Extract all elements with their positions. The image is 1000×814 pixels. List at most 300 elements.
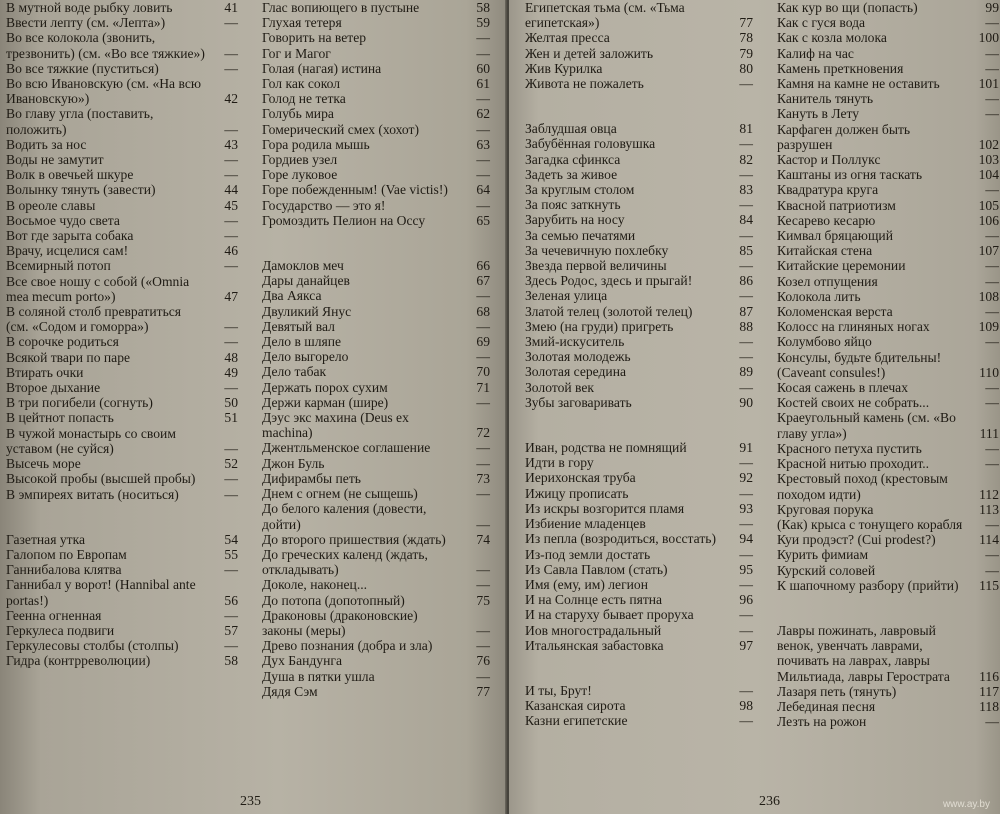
index-entry [6, 137, 238, 152]
index-entry-page-number: 113 [979, 501, 999, 517]
index-entry [525, 258, 753, 273]
index-entry [777, 213, 999, 228]
index-entry-page-number: 55 [224, 546, 238, 562]
index-entry-term: Во все колокола (звонить, трезвонить) (см. «Во все тяжкие») [6, 30, 205, 61]
index-entry-term: Как кур во щи (попасть) [777, 0, 918, 15]
index-entry [777, 563, 999, 578]
index-entry-term: Голубь мира [262, 106, 334, 122]
right-page-column-1 [525, 0, 753, 729]
index-entry-term: Имя (ему, им) легион [525, 576, 649, 592]
index-entry [777, 623, 999, 684]
index-entry [6, 304, 238, 334]
index-entry [525, 638, 753, 653]
index-entry-page-number: — [739, 76, 753, 92]
index-entry [262, 319, 490, 334]
index-entry [777, 182, 999, 197]
index-entry-page-number: — [224, 60, 238, 76]
index-entry [262, 395, 490, 410]
index-entry [262, 273, 490, 288]
index-entry-term: Глас вопиющего в пустыне [262, 0, 420, 15]
index-entry-term: Вот где зарыта собака [6, 228, 134, 244]
index-entry-term: Кануть в Лету [777, 106, 860, 122]
index-entry-page-number: — [476, 455, 490, 471]
index-entry [262, 304, 490, 319]
index-entry-term: Лебединая песня [777, 698, 876, 714]
index-entry [777, 395, 999, 410]
index-entry [262, 669, 490, 684]
index-entry [525, 531, 753, 546]
index-entry-term: Кастор и Поллукс [777, 152, 881, 168]
index-entry-term: Звезда первой величины [525, 258, 667, 274]
index-entry-page-number: — [985, 334, 999, 350]
index-entry-term: Дело табак [262, 364, 327, 380]
index-entry-page-number: — [985, 395, 999, 411]
index-entry-page-number: — [739, 516, 753, 532]
index-entry-page-number: 64 [476, 182, 490, 198]
index-entry-page-number: 65 [476, 212, 490, 228]
index-entry [777, 699, 999, 714]
index-entry-term: Высечь море [6, 456, 81, 472]
index-entry-page-number: 83 [739, 182, 753, 198]
index-entry-page-number: 90 [739, 394, 753, 410]
index-entry [525, 501, 753, 516]
index-entry [777, 304, 999, 319]
index-entry-term: Курский соловей [777, 562, 876, 578]
index-entry [777, 167, 999, 182]
index-entry [777, 15, 999, 30]
index-entry-term: Во всю Ивановскую (см. «На всю Ивановскую») [6, 76, 202, 107]
index-entry-page-number: 111 [979, 425, 999, 441]
index-entry-page-number: — [476, 45, 490, 61]
index-entry-term: Гора родила мышь [262, 136, 370, 152]
index-entry-term: Геркулеса подвиги [6, 622, 115, 638]
index-entry [6, 213, 238, 228]
index-entry [6, 76, 238, 106]
index-entry [6, 243, 238, 258]
index-entry-term: Дары данайцев [262, 273, 350, 289]
index-entry [777, 274, 999, 289]
index-entry-page-number: — [224, 121, 238, 137]
index-entry-page-number: 74 [476, 531, 490, 547]
index-entry-term: Двуликий Янус [262, 303, 352, 319]
index-entry-page-number: 62 [476, 106, 490, 122]
index-entry-term: В чужой монастырь со своим уставом (не суйся) [6, 425, 176, 456]
index-entry [6, 487, 238, 502]
index-entry-page-number: 81 [739, 121, 753, 137]
index-entry-term: Гомерический смех (хохот) [262, 121, 420, 137]
index-entry-term: Египетская тьма (см. «Тьма египетская») [525, 0, 685, 31]
index-entry-page-number: 63 [476, 136, 490, 152]
index-entry [777, 334, 999, 349]
index-entry-term: В эмпиреях витать (носиться) [6, 486, 179, 502]
index-entry-term: Днем с огнем (не сыщешь) [262, 486, 418, 502]
index-entry-term: Восьмое чудо света [6, 212, 120, 228]
index-entry [777, 30, 999, 45]
index-entry [777, 532, 999, 547]
index-entry-term: К шапочному разбору (прийти) [777, 577, 959, 593]
index-entry-page-number: 105 [978, 197, 999, 213]
index-entry [777, 380, 999, 395]
index-entry-page-number: 96 [739, 592, 753, 608]
index-entry [777, 471, 999, 501]
index-entry [525, 713, 753, 728]
index-entry [6, 532, 238, 547]
index-entry-term: Здесь Родос, здесь и прыгай! [525, 273, 693, 289]
index-entry-term: Камня на камне не оставить [777, 76, 940, 92]
section-gap [525, 653, 753, 683]
section-gap [6, 502, 238, 532]
index-entry-term: Лазаря петь (тянуть) [777, 683, 897, 699]
index-entry-page-number: 89 [739, 364, 753, 380]
left-page-column-1 [6, 0, 238, 669]
index-entry-term: Козел отпущения [777, 273, 878, 289]
index-entry-page-number: 70 [476, 364, 490, 380]
index-entry [777, 106, 999, 121]
index-entry-term: Голая (нагая) истина [262, 60, 382, 76]
index-entry [525, 152, 753, 167]
index-entry-term: Калиф на час [777, 45, 854, 61]
index-entry [777, 319, 999, 334]
index-entry-term: Красной нитью проходит.. [777, 456, 930, 472]
index-entry [525, 577, 753, 592]
index-entry-page-number: 44 [224, 182, 238, 198]
index-entry-page-number: — [739, 334, 753, 350]
index-entry-term: Китайские церемонии [777, 258, 906, 274]
index-entry [6, 228, 238, 243]
index-entry [262, 167, 490, 182]
index-entry-page-number: — [476, 91, 490, 107]
index-entry-page-number: — [739, 227, 753, 243]
index-entry [262, 547, 490, 577]
index-entry [525, 380, 753, 395]
index-entry-page-number: 79 [739, 45, 753, 61]
index-entry [262, 364, 490, 379]
index-entry-page-number: 73 [476, 470, 490, 486]
index-entry-term: И ты, Брут! [525, 682, 592, 698]
index-entry-term: Гордиев узел [262, 152, 338, 168]
index-entry-term: Как с гуся вода [777, 15, 866, 31]
index-entry [262, 198, 490, 213]
index-entry [262, 213, 490, 228]
index-entry [262, 46, 490, 61]
index-entry [6, 61, 238, 76]
index-entry [262, 61, 490, 76]
index-entry [525, 364, 753, 379]
index-entry [777, 0, 999, 15]
index-entry [6, 395, 238, 410]
index-entry [6, 258, 238, 273]
index-entry-term: Ижицу прописать [525, 485, 629, 501]
index-entry-term: Карфаген должен быть разрушен [777, 121, 911, 152]
index-entry-page-number: 87 [739, 303, 753, 319]
index-entry-term: За круглым столом [525, 182, 635, 198]
index-entry-term: Лезть на рожон [777, 714, 867, 730]
index-entry-page-number: — [985, 258, 999, 274]
index-entry-page-number: 43 [224, 136, 238, 152]
index-entry-page-number: 51 [224, 410, 238, 426]
index-entry-page-number: — [739, 136, 753, 152]
index-entry-term: Канитель тянуть [777, 91, 874, 107]
index-entry-page-number: — [224, 45, 238, 61]
index-entry-term: Втирать очки [6, 364, 84, 380]
index-entry [777, 410, 999, 440]
index-entry [6, 15, 238, 30]
index-entry-term: Два Аякса [262, 288, 322, 304]
index-entry-term: Колосс на глиняных ногах [777, 319, 930, 335]
index-entry [525, 319, 753, 334]
index-entry-term: В сорочке родиться [6, 334, 119, 350]
index-entry-term: Квасной патриотизм [777, 197, 896, 213]
index-entry-page-number: 82 [739, 151, 753, 167]
index-entry-page-number: — [985, 304, 999, 320]
index-entry-term: Золотой век [525, 379, 595, 395]
index-entry-page-number: 58 [476, 0, 490, 15]
index-entry-term: Жен и детей заложить [525, 45, 654, 61]
index-entry-page-number: 101 [978, 76, 999, 92]
index-entry-page-number: — [224, 380, 238, 396]
index-entry-term: Колумбово яйцо [777, 334, 872, 350]
index-entry-page-number: 92 [739, 470, 753, 486]
index-entry-page-number: — [739, 713, 753, 729]
index-entry-page-number: — [985, 15, 999, 31]
index-entry [262, 653, 490, 668]
index-entry-page-number: — [985, 182, 999, 198]
index-entry [777, 228, 999, 243]
index-entry-term: Крестовый поход (крестовым походом идти) [777, 471, 948, 502]
index-entry-term: В три погибели (согнуть) [6, 395, 153, 411]
index-entry-term: Дело выгорело [262, 349, 349, 365]
index-entry [6, 350, 238, 365]
index-entry-page-number: — [985, 547, 999, 563]
page-number: 235 [240, 794, 261, 809]
index-entry-page-number: 91 [739, 440, 753, 456]
index-entry-page-number: — [224, 562, 238, 578]
index-entry-term: Златой телец (золотой телец) [525, 303, 693, 319]
index-entry-page-number: 57 [224, 622, 238, 638]
index-entry-term: Жив Курилка [525, 60, 603, 76]
index-entry [525, 349, 753, 364]
index-entry-page-number: 72 [476, 425, 490, 441]
index-entry-term: Все свое ношу с собой («Omnia mea mecum porto») [6, 273, 190, 304]
index-entry-page-number: — [224, 319, 238, 335]
index-entry-term: Избиение младенцев [525, 516, 646, 532]
index-entry-page-number: 61 [476, 76, 490, 92]
index-entry [777, 91, 999, 106]
index-entry-term: Держать порох сухим [262, 379, 388, 395]
index-entry [525, 167, 753, 182]
index-entry-term: Водить за нос [6, 136, 87, 152]
index-entry-page-number: — [476, 152, 490, 168]
watermark: www.ay.by [942, 799, 990, 810]
index-entry-page-number: — [476, 197, 490, 213]
index-entry-page-number: 118 [979, 698, 999, 714]
index-entry-page-number: — [476, 562, 490, 578]
index-entry-term: Ввести лепту (см. «Лепта») [6, 15, 166, 31]
index-entry-page-number: — [476, 167, 490, 183]
index-entry [777, 46, 999, 61]
index-entry-term: Консулы, будьте бдительны! (Caveant consules!) [777, 349, 942, 380]
index-entry-term: Золотая молодежь [525, 349, 631, 365]
index-entry [777, 198, 999, 213]
index-entry-page-number: — [224, 486, 238, 502]
index-entry [777, 456, 999, 471]
index-entry-page-number: — [476, 349, 490, 365]
index-entry [262, 91, 490, 106]
index-entry [6, 167, 238, 182]
index-entry-page-number: — [224, 167, 238, 183]
index-entry-term: Глухая тетеря [262, 15, 342, 31]
index-entry [262, 152, 490, 167]
index-entry-page-number: 99 [985, 0, 999, 15]
index-entry-term: Коломенская верста [777, 304, 893, 320]
index-entry-term: Итальянская забастовка [525, 637, 664, 653]
index-entry-page-number: — [476, 516, 490, 532]
index-entry-term: Гог и Магог [262, 45, 331, 61]
index-entry [6, 365, 238, 380]
index-entry-term: Квадратура круга [777, 182, 879, 198]
index-entry-page-number: 100 [978, 30, 999, 46]
index-entry [525, 273, 753, 288]
index-entry-page-number: — [476, 668, 490, 684]
index-entry [525, 607, 753, 622]
index-entry-page-number: 102 [978, 136, 999, 152]
index-entry-page-number: — [224, 638, 238, 654]
index-entry [262, 456, 490, 471]
index-entry-term: Иерихонская труба [525, 470, 636, 486]
index-entry-term: Джон Буль [262, 455, 325, 471]
index-entry [6, 30, 238, 60]
index-entry [525, 76, 753, 91]
index-entry-term: Из искры возгорится пламя [525, 500, 685, 516]
index-entry-page-number: 56 [224, 592, 238, 608]
index-entry [6, 547, 238, 562]
right-page-column-2 [777, 0, 999, 729]
index-entry [6, 334, 238, 349]
index-entry [6, 410, 238, 425]
index-entry [262, 440, 490, 455]
index-entry-term: Круговая порука [777, 501, 874, 517]
index-entry [262, 608, 490, 638]
index-entry-page-number: 114 [979, 532, 999, 548]
section-gap [262, 228, 490, 258]
index-entry-term: Китайская стена [777, 243, 873, 259]
index-entry-page-number: — [224, 471, 238, 487]
index-entry-page-number: — [224, 607, 238, 623]
index-entry-term: Золотая середина [525, 364, 627, 380]
index-entry-term: Ганнибал у ворот! (Hannibal ante portas!) [6, 577, 196, 608]
index-entry-term: Душа в пятки ушла [262, 668, 375, 684]
index-entry-page-number: 42 [224, 91, 238, 107]
index-entry [525, 486, 753, 501]
index-entry [525, 562, 753, 577]
index-entry-term: В ореоле славы [6, 197, 96, 213]
index-entry-page-number: 46 [224, 243, 238, 259]
index-entry-page-number: 59 [476, 15, 490, 31]
index-entry-page-number: 66 [476, 258, 490, 274]
index-entry-term: За семью печатями [525, 227, 636, 243]
index-entry-page-number: 94 [739, 531, 753, 547]
index-entry-page-number: — [224, 212, 238, 228]
index-entry-term: Каштаны из огня таскать [777, 167, 923, 183]
index-entry-term: В мутной воде рыбку ловить [6, 0, 173, 15]
index-entry [6, 380, 238, 395]
index-entry-page-number: 54 [224, 531, 238, 547]
index-entry-term: Газетная утка [6, 531, 86, 547]
index-entry-term: Кимвал бряцающий [777, 228, 893, 244]
index-entry-page-number: — [739, 166, 753, 182]
index-entry [525, 0, 753, 30]
index-entry-term: Из-под земли достать [525, 546, 651, 562]
index-entry-term: Во главу угла (поставить, положить) [6, 106, 154, 137]
index-entry-page-number: — [985, 45, 999, 61]
index-entry [525, 304, 753, 319]
index-entry [6, 106, 238, 136]
index-entry [777, 258, 999, 273]
index-entry [6, 623, 238, 638]
index-entry [6, 152, 238, 167]
index-entry [525, 288, 753, 303]
index-entry-term: Волынку тянуть (завести) [6, 182, 156, 198]
index-entry [262, 684, 490, 699]
index-entry-page-number: — [985, 562, 999, 578]
index-entry-term: Кесарево кесарю [777, 212, 876, 228]
index-entry-term: Желтая пресса [525, 30, 610, 46]
index-entry-page-number: 41 [224, 0, 238, 15]
index-entry-term: Ганнибалова клятва [6, 562, 122, 578]
index-entry [525, 683, 753, 698]
index-entry-term: Забубённая головушка [525, 136, 656, 152]
index-entry-page-number: — [985, 60, 999, 76]
index-entry [777, 76, 999, 91]
index-entry-term: До потопа (допотопный) [262, 592, 405, 608]
index-entry-page-number: — [476, 638, 490, 654]
index-entry-page-number: 98 [739, 698, 753, 714]
index-entry-page-number: 50 [224, 395, 238, 411]
index-entry [262, 15, 490, 30]
index-entry-page-number: 69 [476, 334, 490, 350]
index-entry-page-number: — [985, 380, 999, 396]
index-entry-page-number: 80 [739, 60, 753, 76]
index-entry [262, 182, 490, 197]
index-entry-page-number: 106 [978, 212, 999, 228]
index-entry-term: Горе побежденным! (Vae victis!) [262, 182, 448, 198]
index-entry [6, 274, 238, 304]
index-entry-term: Дамоклов меч [262, 258, 344, 274]
index-entry [777, 578, 999, 593]
index-entry-page-number: 84 [739, 212, 753, 228]
index-entry-term: Лавры пожинать, лавровый венок, увенчать лаврами, почивать на лаврах, лавры Мильтиада, лавры Герострата [777, 622, 950, 684]
index-entry [262, 410, 490, 440]
index-entry-term: Красного петуха пустить [777, 440, 922, 456]
index-entry-term: Всемирный потоп [6, 258, 111, 274]
index-entry-term: Говорить на ветер [262, 30, 367, 46]
index-entry-page-number: — [739, 682, 753, 698]
index-entry [6, 0, 238, 15]
index-entry [777, 122, 999, 152]
index-entry [6, 638, 238, 653]
index-entry-page-number: — [739, 576, 753, 592]
index-entry-page-number: 95 [739, 561, 753, 577]
index-entry-page-number: — [476, 318, 490, 334]
index-entry-page-number: — [224, 440, 238, 456]
index-entry [262, 106, 490, 121]
index-entry-page-number: 45 [224, 197, 238, 213]
index-entry [525, 30, 753, 45]
index-entry-term: (Как) крыса с тонущего корабля [777, 516, 963, 532]
index-entry [6, 562, 238, 577]
index-entry-term: Второе дыхание [6, 380, 101, 396]
index-entry-term: Горе луковое [262, 167, 338, 183]
